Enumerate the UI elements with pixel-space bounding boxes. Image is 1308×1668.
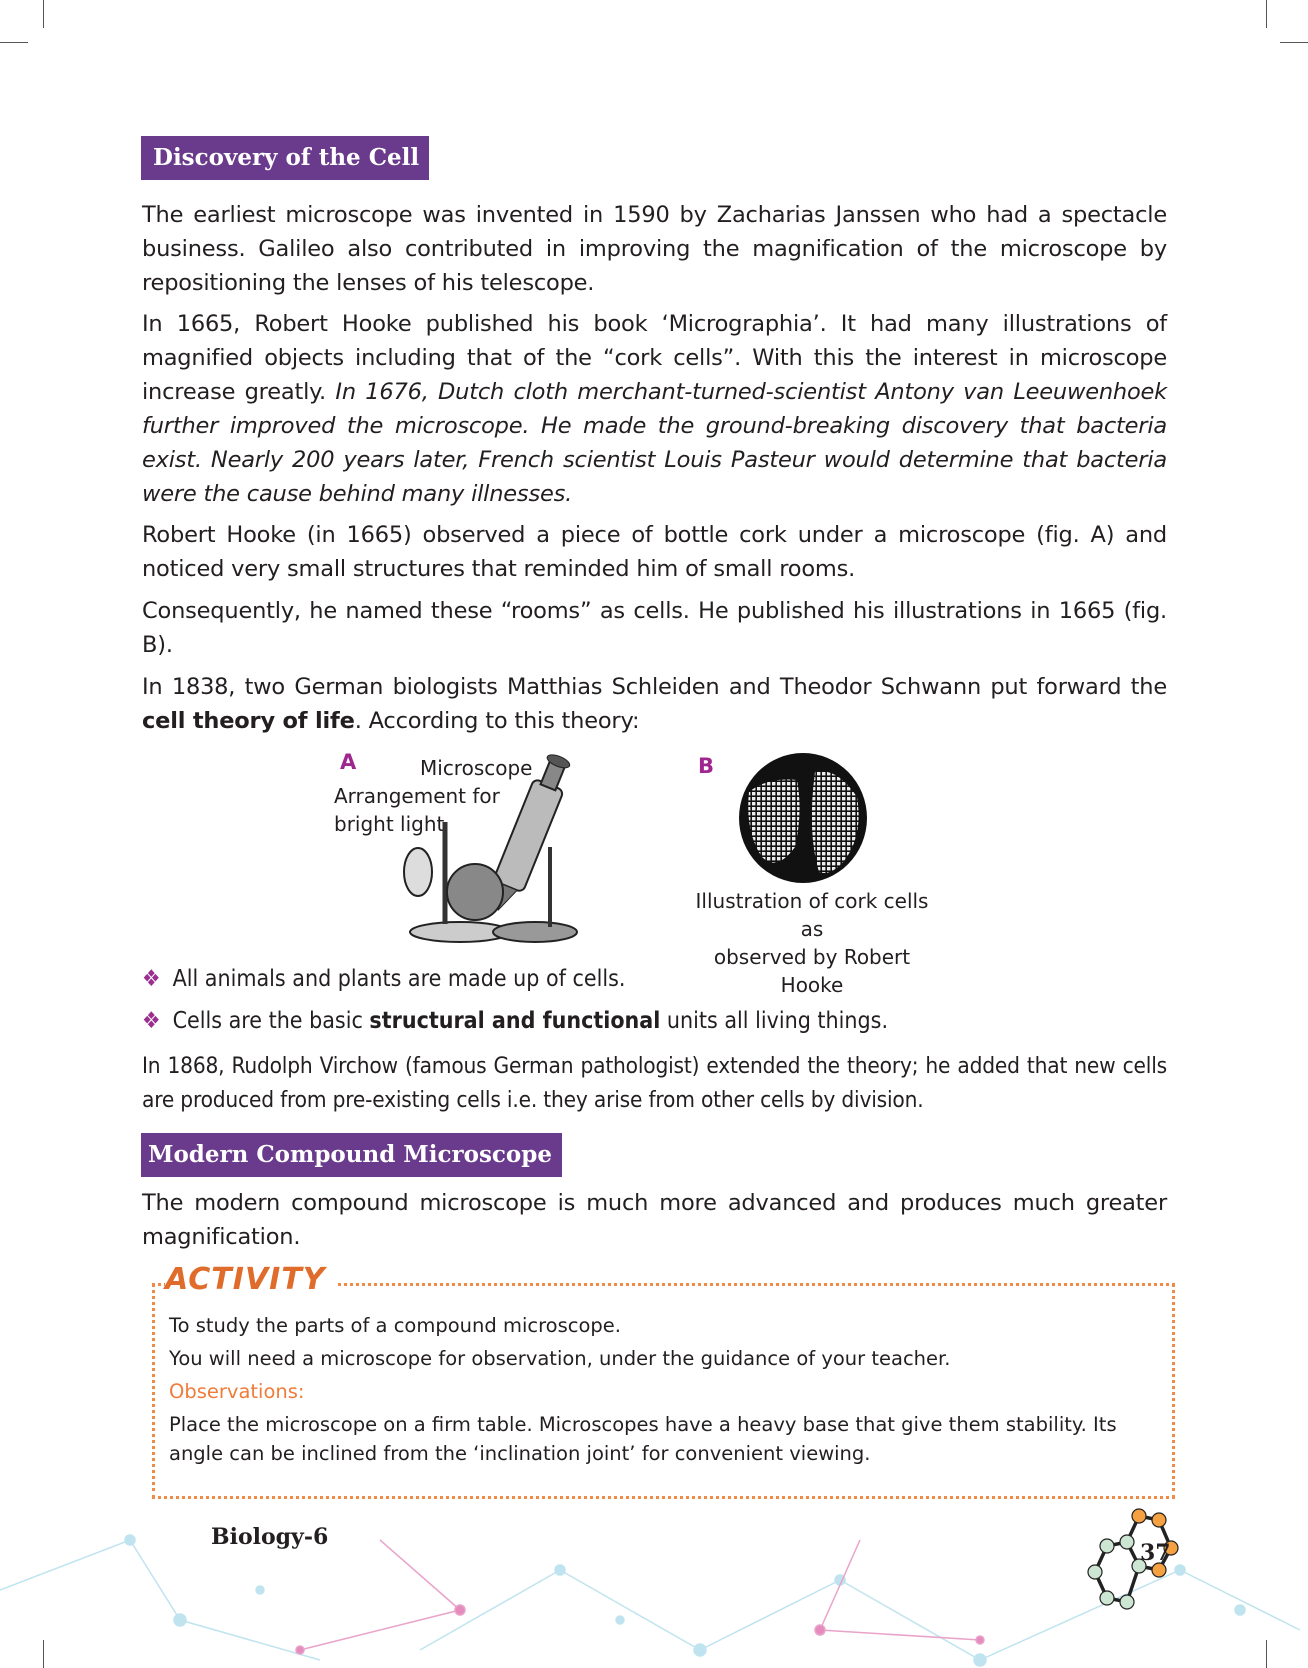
section-heading-compound-microscope: Modern Compound Microscope: [141, 1133, 562, 1177]
crop-mark: [43, 0, 44, 28]
bullet-text-end: units all living things.: [660, 1008, 889, 1034]
figure-b-label: B: [698, 754, 715, 778]
activity-line-3: Place the microscope on a firm table. Microscopes have a heavy base that give them stability. Its angle can be inclined from the ‘inclination joint’ for convenient viewing.: [169, 1413, 1117, 1465]
diamond-bullet-icon: ❖: [142, 966, 161, 992]
observations-label: Observations:: [169, 1380, 305, 1403]
figure-a-caption-2: Arrangement for: [334, 784, 500, 808]
crop-mark: [0, 42, 28, 43]
bullet-item: [142, 966, 625, 992]
crop-mark: [1280, 42, 1308, 43]
activity-title: ACTIVITY: [165, 1262, 336, 1297]
hexagon-page-badge-icon: [1055, 1508, 1195, 1618]
book-title: Biology-6: [211, 1524, 329, 1550]
bullet-text: All animals and plants are made up of cells.: [172, 966, 626, 992]
paragraph-6: In 1868, Rudolph Virchow (famous German pathologist) extended the theory; he added that new cells are produced from pre-existing cells i.e. they arise from other cells by division.: [142, 1053, 1167, 1113]
paragraph-2: [142, 307, 1167, 511]
cell-theory-term: cell theory of life: [142, 708, 355, 734]
bullet-item: [142, 1008, 888, 1034]
bullet-bold-text: structural and functional: [369, 1008, 661, 1034]
microscope-illustration: [400, 752, 580, 947]
figure-a-caption-3: bright light: [334, 812, 445, 836]
bullet-text: Cells are the basic: [172, 1008, 370, 1034]
figure-a-label: A: [340, 750, 357, 774]
activity-line-2: You will need a microscope for observation, under the guidance of your teacher.: [169, 1347, 951, 1370]
paragraph-2-text: In 1665, Robert Hooke published his book ‘Micrographia’. It had many illustrations of magnified objects including that of the “cork cells”. With this the interest in microscope increase greatly.: [142, 311, 1167, 405]
paragraph-5-end: . According to this theory:: [354, 708, 640, 734]
paragraph-1: The earliest microscope was invented in 1590 by Zacharias Janssen who had a spectacle business. Galileo also contributed in improving the magnification of the microscope by repositioning the lenses of his telescope.: [142, 202, 1167, 296]
paragraph-5-start: In 1838, two German biologists Matthias Schleiden and Theodor Schwann put forward the: [142, 674, 1167, 700]
paragraph-compound: The modern compound microscope is much more advanced and produces much greater magnification.: [142, 1190, 1167, 1250]
figure-a-caption-1: Microscope: [420, 756, 533, 780]
cork-cells-illustration: [737, 752, 869, 884]
activity-line-1: To study the parts of a compound microscope.: [169, 1314, 621, 1337]
crop-mark: [1266, 0, 1267, 28]
diamond-bullet-icon: ❖: [142, 1008, 161, 1034]
figure-b-caption: [682, 887, 942, 999]
figure-b-caption-1: Illustration of cork cells as: [695, 889, 929, 941]
figure-b-caption-2: observed by Robert Hooke: [713, 945, 911, 997]
paragraph-4: Consequently, he named these “rooms” as cells. He published his illustrations in 1665 (fig. B).: [142, 598, 1167, 658]
paragraph-5: [142, 670, 1167, 738]
section-heading-discovery: Discovery of the Cell: [141, 136, 429, 180]
page-number: 37: [1140, 1540, 1171, 1566]
paragraph-3: Robert Hooke (in 1665) observed a piece of bottle cork under a microscope (fig. A) and noticed very small structures that reminded him of small rooms.: [142, 522, 1167, 582]
paragraph-2-italic: In 1676, Dutch cloth merchant-turned-scientist Antony van Leeuwenhoek further improved the microscope. He made the ground-breaking discovery that bacteria exist. Nearly 200 years later, French scientist Louis Pasteur would determine that bacteria were the cause behind many illnesses.: [142, 379, 1167, 507]
